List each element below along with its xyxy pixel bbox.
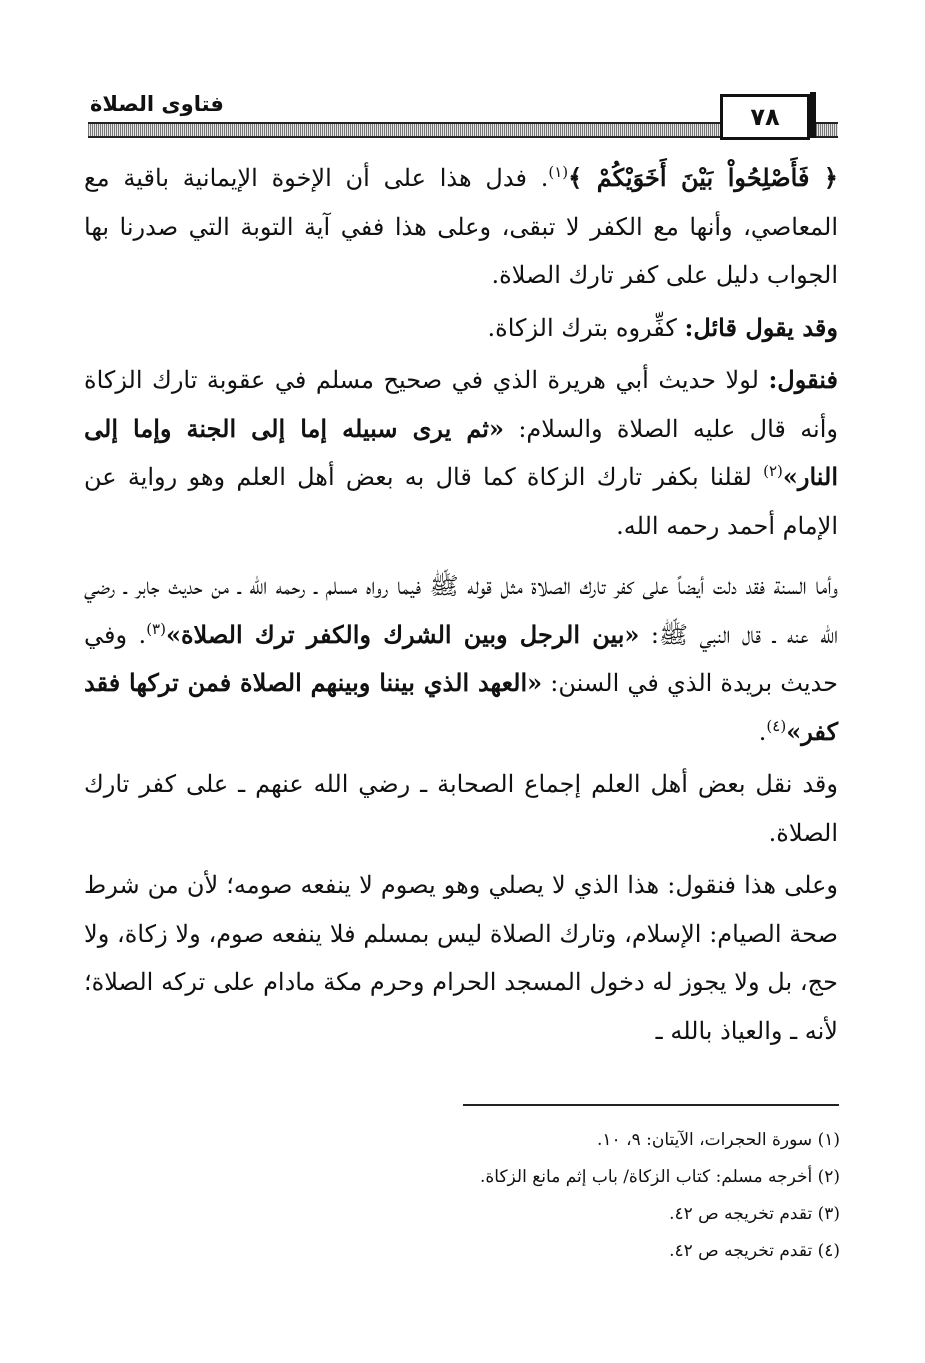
paragraph-2: [84, 304, 838, 353]
paragraph-3-text-1: لولا حديث أبي هريرة الذي في صحيح مسلم في عقوبة تارك الزكاة وأنه قال عليه الصلاة والسلام:: [84, 366, 838, 443]
paragraph-4-text-1: وأما السنة فقد دلت أيضاً على كفر تارك الصلاة مثل قوله ﷺ فيما رواه مسلم ـ رحمه الله ـ من حديث جابر ـ رضي الله عنه ـ قال النبي ﷺ:: [84, 572, 839, 649]
page-header: [88, 92, 838, 138]
hadith-quote-2: «بين الرجل وبين الشرك والكفر ترك الصلاة»: [165, 619, 640, 649]
paragraph-6-text: وعلى هذا فنقول: هذا الذي لا يصلي وهو يصوم لا ينفعه صومه؛ لأن من شرط صحة الصيام: الإسلام، وتارك الصلاة ليس بمسلم فلا ينفعه صوم، ولا زكاة، ولا حج، بل ولا يجوز له دخول المسجد الحرام وحرم مكة مادام على تركه الصلاة؛ لأنه ـ والعياذ بالله ـ: [84, 871, 838, 1045]
footnote-ref-1: (١): [548, 163, 569, 181]
paragraph-1: [84, 154, 838, 300]
main-text: [84, 154, 838, 1055]
footnote-3: (٣) تقدم تخريجه ص ٤٢.: [669, 1204, 840, 1224]
footnote-divider: [463, 1104, 839, 1106]
paragraph-2-text: كفِّروه بترك الزكاة.: [487, 313, 685, 342]
paragraph-3-lead: فنقول:: [768, 365, 838, 394]
footnote-ref-3: (٣): [146, 619, 166, 638]
paragraph-2-lead: وقد يقول قائل:: [684, 312, 838, 342]
footnote-2: (٢) أخرجه مسلم: كتاب الزكاة/ باب إثم مانع الزكاة.: [479, 1167, 840, 1187]
hadith-quote-1: «ثم يرى سبيله إما إلى الجنة وإما إلى النار»: [84, 413, 838, 491]
paragraph-4-text-2: . وفي حديث بريدة الذي في السنن:: [84, 620, 838, 697]
footnote-ref-2: (٢): [763, 462, 783, 480]
paragraph-4-text-3: .: [758, 717, 767, 746]
quran-verse: ﴿ فَأَصْلِحُواْ بَيْنَ أَخَوَيْكُمْ ﴾: [568, 163, 838, 192]
footnote-1: (١) سورة الحجرات، الآيتان: ٩، ١٠.: [597, 1130, 840, 1150]
paragraph-5-text: وقد نقل بعض أهل العلم إجماع الصحابة ـ رضي الله عنهم ـ على كفر تارك الصلاة.: [84, 770, 838, 847]
hadith-quote-3: «العهد الذي بيننا وبينهم الصلاة فمن تركها فقد كفر»: [84, 668, 838, 746]
paragraph-3: [84, 356, 838, 550]
footnote-ref-4: (٤): [766, 716, 787, 735]
page-number-frame-edge: [810, 92, 816, 138]
paragraph-3-text-2: لقلنا بكفر تارك الزكاة كما قال به بعض أهل العلم وهو رواية عن الإمام أحمد رحمه الله.: [84, 463, 838, 540]
footnote-4: (٤) تقدم تخريجه ص ٤٢.: [669, 1241, 840, 1261]
paragraph-6: [84, 861, 838, 1055]
paragraph-1-text: . فدل هذا على أن الإخوة الإيمانية باقية مع المعاصي، وأنها مع الكفر لا تبقى، وعلى هذا ففي آية التوبة التي صدرنا بها الجواب دليل على كفر تارك الصلاة.: [84, 164, 838, 289]
paragraph-5: [84, 760, 838, 857]
running-title: فتاوى الصلاة: [88, 92, 232, 116]
paragraph-4: [84, 562, 838, 756]
footnotes: [380, 1122, 840, 1270]
page-number: ٧٨: [720, 94, 810, 140]
